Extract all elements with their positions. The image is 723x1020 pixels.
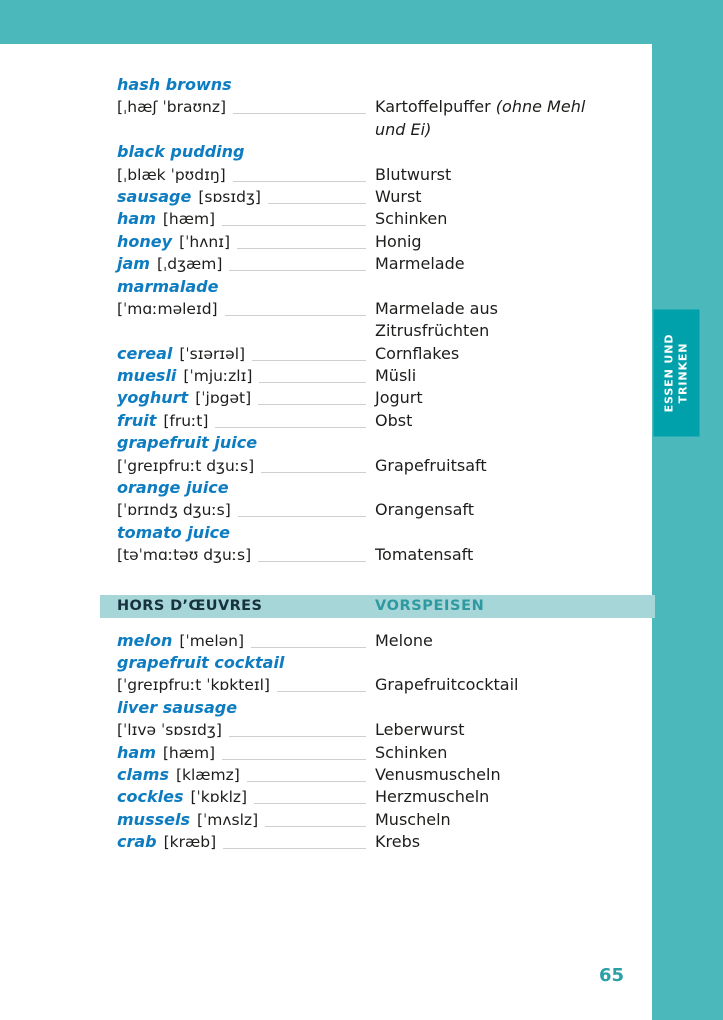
ipa-pronunciation: [ˌdʒæm] bbox=[156, 255, 223, 274]
vocab-entry bbox=[117, 630, 638, 652]
chapter-tab-line1: ESSEN UND bbox=[662, 333, 676, 413]
ipa-pronunciation: [ˈmjuːzlɪ] bbox=[183, 367, 253, 386]
vocab-entry bbox=[117, 343, 638, 365]
section-hors-doeuvres-entries bbox=[117, 630, 638, 854]
leader-line bbox=[247, 764, 366, 782]
english-column bbox=[117, 141, 375, 163]
english-term: mussels bbox=[117, 809, 190, 829]
entry-line bbox=[117, 522, 638, 544]
vocab-entry bbox=[117, 764, 638, 786]
ipa-pronunciation: [ˈmʌslz] bbox=[196, 810, 259, 829]
german-translation-text: Wurst bbox=[375, 186, 422, 206]
german-translation-text: und Ei) bbox=[375, 119, 432, 139]
leader-line bbox=[259, 365, 366, 383]
entry-line bbox=[117, 809, 638, 831]
entry-line bbox=[117, 410, 638, 432]
entry-line bbox=[117, 674, 638, 696]
german-translation-text: Zitrusfrüchten bbox=[375, 321, 490, 341]
english-term: grapefruit juice bbox=[117, 433, 258, 453]
leader-line bbox=[254, 786, 366, 804]
vocab-entry bbox=[117, 477, 638, 522]
page-frame-top bbox=[0, 0, 723, 44]
english-column bbox=[117, 499, 375, 521]
german-column bbox=[375, 343, 638, 365]
english-column bbox=[117, 786, 375, 808]
german-translation-text: Honig bbox=[375, 231, 422, 251]
ipa-pronunciation: [kræb] bbox=[163, 833, 217, 852]
english-term: black pudding bbox=[117, 142, 245, 162]
german-column bbox=[375, 298, 638, 320]
leader-line bbox=[222, 742, 366, 760]
english-term: fruit bbox=[117, 410, 157, 430]
german-column bbox=[375, 742, 638, 764]
german-translation-text: Melone bbox=[375, 630, 433, 650]
german-translation-text: Kartoffelpuffer bbox=[375, 97, 496, 117]
german-translation-text: Cornflakes bbox=[375, 343, 460, 363]
german-column bbox=[375, 231, 638, 253]
german-column bbox=[375, 96, 638, 118]
german-column bbox=[375, 764, 638, 786]
german-column bbox=[375, 652, 638, 674]
entry-line bbox=[117, 231, 638, 253]
english-column bbox=[117, 522, 375, 544]
german-translation-text: Orangensaft bbox=[375, 500, 475, 520]
german-column bbox=[375, 164, 638, 186]
ipa-pronunciation: [ˌblæk ˈpʊdɪŋ] bbox=[117, 165, 226, 184]
leader-line bbox=[252, 343, 366, 361]
german-column bbox=[375, 119, 638, 141]
leader-line bbox=[229, 719, 366, 737]
leader-line bbox=[251, 630, 366, 648]
english-term: cereal bbox=[117, 343, 173, 363]
german-column bbox=[375, 455, 638, 477]
german-column bbox=[375, 432, 638, 454]
english-term: ham bbox=[117, 209, 156, 229]
german-column bbox=[375, 387, 638, 409]
section-header-band bbox=[100, 595, 655, 618]
vocab-entry bbox=[117, 276, 638, 343]
english-column bbox=[117, 764, 375, 786]
vocab-entry bbox=[117, 74, 638, 141]
entry-line bbox=[117, 141, 638, 163]
leader-line bbox=[277, 674, 366, 692]
english-column bbox=[117, 432, 375, 454]
german-translation-text: Marmelade bbox=[375, 254, 465, 274]
german-column bbox=[375, 630, 638, 652]
english-term: liver sausage bbox=[117, 697, 238, 717]
english-column bbox=[117, 477, 375, 499]
english-column bbox=[117, 742, 375, 764]
german-column bbox=[375, 809, 638, 831]
english-column bbox=[117, 164, 375, 186]
german-column bbox=[375, 674, 638, 696]
chapter-tab-essen-und-trinken bbox=[654, 310, 700, 437]
english-term: melon bbox=[117, 630, 173, 650]
entry-line bbox=[117, 186, 638, 208]
vocab-entry bbox=[117, 186, 638, 208]
german-translation-text: Grapefruitcocktail bbox=[375, 675, 519, 695]
entry-line bbox=[117, 742, 638, 764]
vocab-entry bbox=[117, 387, 638, 409]
english-column bbox=[117, 697, 375, 719]
entry-line bbox=[117, 387, 638, 409]
leader-line bbox=[225, 298, 366, 316]
german-translation-text: Obst bbox=[375, 410, 413, 430]
english-column bbox=[117, 365, 375, 387]
german-translation-text: Jogurt bbox=[375, 388, 423, 408]
vocab-entry bbox=[117, 522, 638, 567]
german-column bbox=[375, 253, 638, 275]
german-column bbox=[375, 522, 638, 544]
vocab-entry bbox=[117, 253, 638, 275]
german-column bbox=[375, 719, 638, 741]
german-column bbox=[375, 410, 638, 432]
english-column bbox=[117, 652, 375, 674]
vocab-entry bbox=[117, 365, 638, 387]
ipa-pronunciation: [ˈɒrɪndʒ dʒuːs] bbox=[117, 501, 231, 520]
entry-line bbox=[117, 719, 638, 741]
entry-line bbox=[117, 320, 638, 342]
english-column bbox=[117, 410, 375, 432]
english-term: crab bbox=[117, 832, 157, 852]
german-column bbox=[375, 786, 638, 808]
english-term: ham bbox=[117, 742, 156, 762]
german-column bbox=[375, 141, 638, 163]
english-column bbox=[117, 298, 375, 320]
english-column bbox=[117, 831, 375, 853]
entry-line bbox=[117, 477, 638, 499]
german-column bbox=[375, 320, 638, 342]
english-term: clams bbox=[117, 764, 169, 784]
ipa-pronunciation: [sɒsɪdʒ] bbox=[198, 187, 261, 206]
german-column bbox=[375, 477, 638, 499]
vocab-entry bbox=[117, 786, 638, 808]
entry-line bbox=[117, 164, 638, 186]
leader-line bbox=[238, 499, 366, 517]
leader-line bbox=[233, 164, 366, 182]
german-translation-text: Herzmuscheln bbox=[375, 787, 490, 807]
german-column bbox=[375, 208, 638, 230]
leader-line bbox=[222, 208, 366, 226]
english-column bbox=[117, 630, 375, 652]
ipa-pronunciation: [ˈmelən] bbox=[179, 631, 245, 650]
leader-line bbox=[268, 186, 366, 204]
ipa-pronunciation: [ˈjɒgət] bbox=[195, 389, 252, 408]
ipa-pronunciation: [təˈmɑːtəʊ dʒuːs] bbox=[117, 546, 252, 565]
entry-line bbox=[117, 831, 638, 853]
entry-line bbox=[117, 208, 638, 230]
ipa-pronunciation: [ˈmɑːməleɪd] bbox=[117, 299, 218, 318]
entry-line bbox=[117, 343, 638, 365]
ipa-pronunciation: [ˌhæʃ ˈbraʊnz] bbox=[117, 98, 227, 117]
german-translation-text: Schinken bbox=[375, 209, 448, 229]
entry-line bbox=[117, 74, 638, 96]
leader-line bbox=[261, 455, 366, 473]
german-translation-text: Blutwurst bbox=[375, 164, 452, 184]
leader-line bbox=[265, 809, 366, 827]
leader-line bbox=[229, 253, 366, 271]
ipa-pronunciation: [hæm] bbox=[162, 210, 216, 229]
entry-line bbox=[117, 544, 638, 566]
vocab-entry bbox=[117, 652, 638, 697]
english-column bbox=[117, 455, 375, 477]
german-column bbox=[375, 186, 638, 208]
german-translation-text: Venusmuscheln bbox=[375, 764, 501, 784]
english-column bbox=[117, 343, 375, 365]
english-column bbox=[117, 231, 375, 253]
leader-line bbox=[233, 96, 366, 114]
entry-line bbox=[117, 630, 638, 652]
english-term: sausage bbox=[117, 186, 192, 206]
entry-line bbox=[117, 764, 638, 786]
german-column bbox=[375, 499, 638, 521]
german-column bbox=[375, 276, 638, 298]
entry-line bbox=[117, 499, 638, 521]
ipa-pronunciation: [ˈkɒklz] bbox=[190, 788, 248, 807]
section-title-german: VORSPEISEN bbox=[375, 598, 485, 615]
english-column bbox=[117, 119, 375, 141]
english-column bbox=[117, 186, 375, 208]
entry-line bbox=[117, 455, 638, 477]
english-column bbox=[117, 253, 375, 275]
german-translation-text: Müsli bbox=[375, 366, 417, 386]
entry-line bbox=[117, 652, 638, 674]
english-column bbox=[117, 387, 375, 409]
vocab-entry bbox=[117, 410, 638, 432]
leader-line bbox=[223, 831, 366, 849]
entry-line bbox=[117, 253, 638, 275]
english-column bbox=[117, 719, 375, 741]
german-column bbox=[375, 365, 638, 387]
english-term: marmalade bbox=[117, 276, 219, 296]
english-column bbox=[117, 208, 375, 230]
book-page bbox=[0, 44, 652, 1020]
english-column bbox=[117, 320, 375, 342]
ipa-pronunciation: [ˈgreɪpfruːt dʒuːs] bbox=[117, 456, 255, 475]
english-term: grapefruit cocktail bbox=[117, 652, 285, 672]
entry-line bbox=[117, 276, 638, 298]
entry-line bbox=[117, 432, 638, 454]
entry-line bbox=[117, 96, 638, 118]
german-column bbox=[375, 74, 638, 96]
english-term: yoghurt bbox=[117, 388, 189, 408]
english-term: muesli bbox=[117, 366, 177, 386]
english-term: jam bbox=[117, 254, 150, 274]
german-translation-text: Tomatensaft bbox=[375, 545, 474, 565]
ipa-pronunciation: [ˈhʌnɪ] bbox=[179, 232, 230, 251]
vocab-entry bbox=[117, 432, 638, 477]
english-term: honey bbox=[117, 231, 173, 251]
leader-line bbox=[258, 544, 366, 562]
leader-line bbox=[258, 387, 366, 405]
german-column bbox=[375, 831, 638, 853]
page-number: 65 bbox=[598, 965, 624, 986]
german-translation-text: Grapefruitsaft bbox=[375, 455, 487, 475]
page-frame-right bbox=[652, 0, 723, 1020]
english-term: hash browns bbox=[117, 75, 232, 94]
leader-line bbox=[237, 231, 366, 249]
german-column bbox=[375, 697, 638, 719]
ipa-pronunciation: [ˈsɪərɪəl] bbox=[179, 344, 246, 363]
vocab-entry bbox=[117, 831, 638, 853]
ipa-pronunciation: [ˈgreɪpfruːt ˈkɒkteɪl] bbox=[117, 676, 270, 695]
vocab-entry bbox=[117, 809, 638, 831]
vocabulary-list bbox=[0, 44, 652, 854]
section-breakfast-entries bbox=[117, 74, 638, 567]
section-title-english: HORS D’ŒUVRES bbox=[117, 598, 263, 615]
english-column bbox=[117, 809, 375, 831]
entry-line bbox=[117, 365, 638, 387]
ipa-pronunciation: [ˈlɪvə ˈsɒsɪdʒ] bbox=[117, 721, 222, 740]
german-translation-text: Muscheln bbox=[375, 809, 451, 829]
entry-line bbox=[117, 697, 638, 719]
german-column bbox=[375, 544, 638, 566]
english-column bbox=[117, 96, 375, 118]
german-translation-text: Marmelade aus bbox=[375, 298, 498, 318]
german-translation-text: Krebs bbox=[375, 832, 421, 852]
english-term: cockles bbox=[117, 787, 184, 807]
vocab-entry bbox=[117, 742, 638, 764]
vocab-entry bbox=[117, 141, 638, 186]
entry-line bbox=[117, 786, 638, 808]
english-term: tomato juice bbox=[117, 522, 231, 542]
vocab-entry bbox=[117, 208, 638, 230]
vocab-entry bbox=[117, 231, 638, 253]
german-translation-text: Leberwurst bbox=[375, 720, 465, 740]
ipa-pronunciation: [klæmz] bbox=[175, 765, 240, 784]
leader-line bbox=[215, 410, 366, 428]
ipa-pronunciation: [hæm] bbox=[162, 743, 216, 762]
german-translation-text: Schinken bbox=[375, 742, 448, 762]
german-translation-text: (ohne Mehl bbox=[495, 97, 586, 117]
english-term: orange juice bbox=[117, 478, 229, 498]
chapter-tab-line2: TRINKEN bbox=[676, 342, 690, 404]
english-column bbox=[117, 276, 375, 298]
vocab-entry bbox=[117, 697, 638, 742]
ipa-pronunciation: [fruːt] bbox=[163, 411, 209, 430]
english-column bbox=[117, 544, 375, 566]
entry-line bbox=[117, 119, 638, 141]
english-column bbox=[117, 74, 375, 96]
english-column bbox=[117, 674, 375, 696]
entry-line bbox=[117, 298, 638, 320]
